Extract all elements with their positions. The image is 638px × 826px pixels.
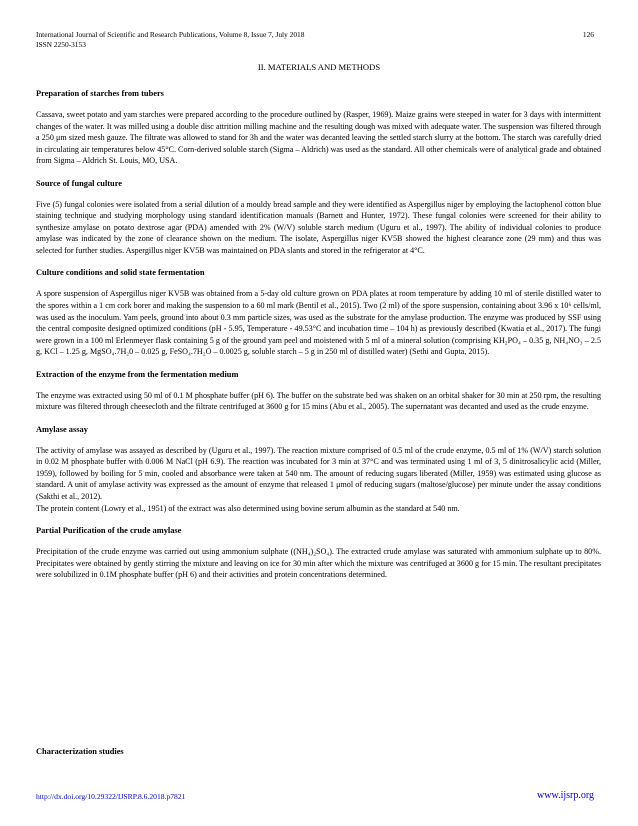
page-footer [36, 792, 594, 801]
heading-fungal-culture: Source of fungal culture [36, 178, 122, 188]
para-amylase-assay: The activity of amylase was assayed as described by (Uguru et al., 1997). The reaction mixture comprised of 0.5 ml of the crude enzyme, 0.5 ml of 1% (W/V) starch solution in 0.02 M phosphate buffer with 0.006 M NaCl (pH 6.9). The reaction was incubated for 3 min at 37°C and was terminated using 1 ml of 3, 5 dinitrosalicylic acid (Miller, 1959), followed by boiling for 5 min, cooled and absorbance were taken at 540 nm. The amount of reducing sugars liberated (Miller, 1959) was estimated using glucose as standard. A unit of amylase activity was expressed as the amount of enzyme that released 1 μmol of reducing sugars (maltose/glucose) per minute under the assay conditions (Sakthi et al., 2012). [36, 445, 601, 502]
doi-link[interactable]: http://dx.doi.org/10.29322/IJSRP.8.6.2018.p7821 [36, 792, 186, 801]
para-fungal-culture: Five (5) fungal colonies were isolated from a serial dilution of a mouldy bread sample and they were identified as Aspergillus niger by employing the lactophenol cotton blue staining technique and studying morphology using standard identification manuals (Barnett and Hunter, 1972). These fungal colonies were screened for their ability to synthesize amylase on potato dextrose agar (PDA) amended with 2% (W/V) soluble starch medium (Uguru et al., 1997). The ability of individual colonies to produce amylase was indicated by the zone of clearance shown on the medium. The isolate, Aspergillus niger KV5B showed the highest clearance zone (29 mm) and thus was selected for further studies. Aspergillus niger KV5B was maintained on PDA slants and stored in the refrigerator at 4°C. [36, 199, 601, 255]
heading-culture-conditions: Culture conditions and solid state fermentation [36, 268, 205, 278]
page-number: 126 [582, 30, 594, 39]
heading-starch-prep: Preparation of starches from tubers [36, 89, 164, 98]
section-title: II. MATERIALS AND METHODS [257, 62, 381, 72]
para-extraction: The enzyme was extracted using 50 ml of 0.1 M phosphate buffer (pH 6). The buffer on the substrate bed was shaken on an orbital shaker for 30 min at 250 rpm, the resulting mixture was filtered through cheesecloth and the filtrate centrifuged at 3600 g for 15 mins (Abu et al., 2005). The supernatant was decanted and used as the crude enzyme. [36, 390, 601, 412]
heading-partial-purification: Partial Purification of the crude amylase [36, 526, 182, 536]
para-culture-conditions: A spore suspension of Aspergillus niger KV5B was obtained from a 5-day old culture grown on PDA plates at room temperature by adding 10 ml of sterile distilled water to the spores within a 1 cm cork borer and making the suspension to a 60 ml mark (Bentil et al., 2015). Two (2 ml) of the spore suspension, containing about 3.96 x 10⁶ cells/ml, was used as the inoculum. Yam peels, ground into about 0.3 mm particle sizes, was used as the substrate for the amylase production. The enzyme was produced by SSF using the central composite designed optimized conditions (pH - 5.95, Temperature - 49.53°C and incubation time – 104 h) as previously described (Kwatia et al., 2017). The fungi were grown in a 100 ml Erlenmeyer flask containing 5 g of the ground yam peel and moistened with 5 ml of a mineral solution (comprising KH₂PO₄ – 0.35 g, NH₄NO₃ – 2.5 g, KCl – 1.25 g, MgSO₄.7H₂0 – 0.025 g, FeSO₄.7H₂O – 0.0025 g, soluble starch – 5 g in 250 ml of distilled water) (Sethi and Gupta, 2015). [36, 289, 601, 357]
running-header [36, 30, 594, 50]
issn-line: ISSN 2250-3153 [36, 40, 86, 49]
journal-site-link[interactable]: www.ijsrp.org [537, 790, 594, 801]
heading-amylase-assay: Amylase assay [36, 424, 88, 434]
para-protein-content: The protein content (Lowry et al., 1951) of the extract was also determined using bovine serum albumin as the standard at 540 nm. [36, 503, 460, 513]
para-partial-purification: Precipitation of the crude enzyme was carried out using ammonium sulphate ((NH₄)₂SO₄). The extracted crude amylase was saturated with ammonium sulphate up to 80%. Precipitates were obtained by gently stirring the mixture and leaving on ice for 30 min after which the mixture was centrifuged at 3600 g for 15 min. The resultant precipitates were solubilized in 0.1M phosphate buffer (pH 6) and their activities and protein concentrations determined. [36, 547, 601, 580]
heading-extraction: Extraction of the enzyme from the fermentation medium [36, 369, 239, 379]
para-starch-prep: Cassava, sweet potato and yam starches were prepared according to the procedure outlined by (Rasper, 1969). Maize grains were steeped in water for 3 days with intermittent changes of the water. It was milled using a double disc attrition milling machine and the resulting dough was mixed with adequate water. The suspension was filtered through a 250 μm sized mesh gauze. The filtrate was allowed to stand for 3h and the water was decanted leaving the settled starch slurry at the bottom. The starch was carefully dried in circulating air temperatures below 45°C. Corn-derived soluble starch (Sigma – Aldrich) was used as the standard. All other chemicals were of analytical grade and obtained from Sigma – Aldrich St. Louis, MO, USA. [36, 110, 601, 166]
body-content [36, 88, 601, 592]
journal-line: International Journal of Scientific and Research Publications, Volume 8, Issue 7, July 2018 [36, 30, 305, 39]
heading-characterization: Characterization studies [36, 747, 124, 756]
